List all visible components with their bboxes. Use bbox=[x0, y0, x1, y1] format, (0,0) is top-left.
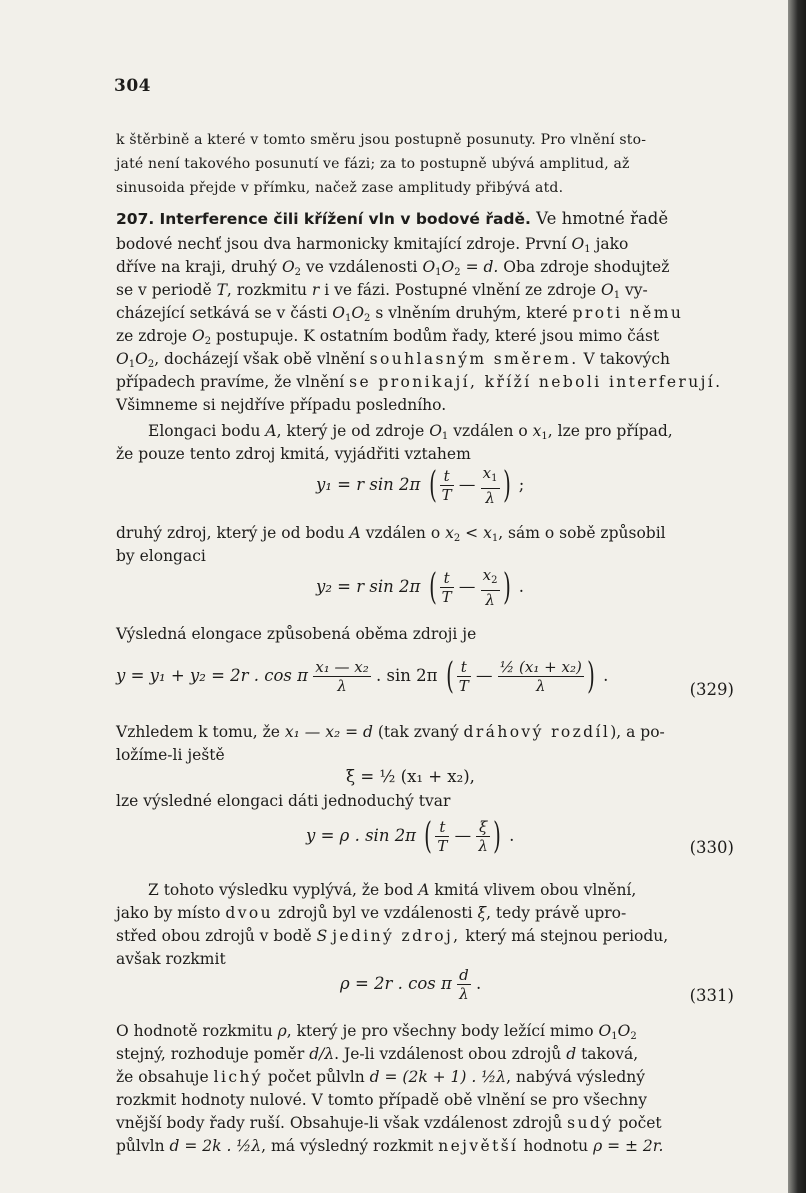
text-line: vnější body řady ruší. Obsahuje-li však vzdálenost zdrojů sudý počet bbox=[116, 1114, 662, 1132]
text-line: bodové nechť jsou dva harmonicky kmitající zdroje. První $O_1$ jako bbox=[116, 235, 629, 255]
text-line: ze zdroje $O_2$ postupuje. K ostatním bodům řady, které jsou mimo část bbox=[116, 327, 660, 347]
text-line: že obsahuje lichý počet půlvln d = (2k + 1) . ½λ, nabývá výsledný bbox=[116, 1068, 646, 1086]
equation-xi: ξ = ½ (x₁ + x₂), bbox=[346, 767, 475, 786]
text-line: cházející setkává se v části $O_1O_2$ s vlněním druhým, které proti němu bbox=[116, 304, 684, 324]
text-line: O hodnotě rozkmitu ρ, který je pro všechny body ležící mimo $O_1O_2$ bbox=[116, 1022, 637, 1042]
text-line: půlvln d = 2k . ½λ, má výsledný rozkmit největší hodnotu ρ = ± 2r. bbox=[116, 1137, 664, 1155]
equation-number: (331) bbox=[689, 986, 734, 1005]
equation-y2: y₂ = r sin 2π ( $\frac{t}{T}$ — $\frac{x_2}{\lambda}$ ) . bbox=[316, 566, 525, 609]
equation-number: (330) bbox=[689, 838, 734, 857]
text-line: Z tohoto výsledku vyplývá, že bod A kmitá vlivem obou vlnění, bbox=[148, 881, 637, 899]
text-line: rozkmit hodnoty nulové. V tomto případě obě vlnění se pro všechny bbox=[116, 1091, 647, 1109]
text-line: avšak rozkmit bbox=[116, 950, 226, 968]
text-line: případech pravíme, že vlnění se pronikají, kříží neboli interferují. bbox=[116, 373, 723, 391]
section-number: 207. bbox=[116, 210, 155, 228]
page-number: 304 bbox=[114, 76, 151, 96]
text-line: Vzhledem k tomu, že x₁ — x₂ = d (tak zvaný dráhový rozdíl), a po- bbox=[116, 723, 665, 741]
equation-y1: y₁ = r sin 2π ( $\frac{t}{T}$ — $\frac{x_1}{\lambda}$ ) ; bbox=[316, 464, 525, 507]
text-line: jaté není takového posunutí ve fázi; za to postupně ubývá amplitud, až bbox=[116, 156, 630, 172]
text-line: Elongaci bodu A, který je od zdroje $O_1$ vzdálen o $x_1$, lze pro případ, bbox=[148, 422, 673, 442]
equation-329: y = y₁ + y₂ = 2r . cos π $\frac{\text{x₁ — x₂}}{\lambda}$ . sin 2π ( $\frac{t}{T}$ — $\frac{\text{½ (x₁ + x₂)}}{\lambda}$ ) . bbox=[116, 655, 609, 697]
page-edge-shadow bbox=[788, 0, 806, 1193]
text-line: sinusoida přejde v přímku, načež zase amplitudy přibývá atd. bbox=[116, 180, 564, 196]
text-line: že pouze tento zdroj kmitá, vyjádřiti vztahem bbox=[116, 445, 471, 463]
equation-330: y = ρ . sin 2π ( $\frac{t}{T}$ — $\frac{\xi}{\lambda}$ ) . bbox=[306, 815, 515, 857]
text-line: stejný, rozhoduje poměr d/λ. Je-li vzdálenost obou zdrojů d taková, bbox=[116, 1045, 639, 1063]
text-line: dříve na kraji, druhý $O_2$ ve vzdálenosti $O_1O_2 = d$. Oba zdroje shodujtež bbox=[116, 258, 670, 278]
text-line: se v periodě T, rozkmitu r i ve fázi. Postupné vlnění ze zdroje $O_1$ vy- bbox=[116, 281, 648, 301]
text-line: by elongaci bbox=[116, 547, 206, 565]
text-line: ložíme-li ještě bbox=[116, 746, 225, 764]
text-line: druhý zdroj, který je od bodu A vzdálen o $x_2 < x_1$, sám o sobě způsobil bbox=[116, 524, 666, 544]
equation-331: ρ = 2r . cos π $\frac{d}{\lambda}$ . bbox=[340, 966, 482, 1003]
text-line: Výsledná elongace způsobená oběma zdroji je bbox=[116, 625, 477, 643]
text-line: $O_1O_2$, docházejí však obě vlnění souhlasným směrem. V takových bbox=[116, 350, 671, 370]
text-line: Všimneme si nejdříve případu posledního. bbox=[116, 396, 447, 414]
section-heading: 207. Interference čili křížení vln v bodové řadě. Ve hmotné řadě bbox=[116, 209, 669, 228]
text-line: střed obou zdrojů v bodě S jediný zdroj, který má stejnou periodu, bbox=[116, 927, 669, 945]
text-line: lze výsledné elongaci dáti jednoduchý tvar bbox=[116, 792, 451, 810]
equation-number: (329) bbox=[689, 680, 734, 699]
text-line: k štěrbině a které v tomto směru jsou postupně posunuty. Pro vlnění sto- bbox=[116, 132, 647, 148]
text-line: jako by místo dvou zdrojů byl ve vzdálenosti ξ, tedy právě upro- bbox=[116, 904, 627, 922]
section-title: Interference čili křížení vln v bodové řadě. bbox=[159, 210, 531, 228]
